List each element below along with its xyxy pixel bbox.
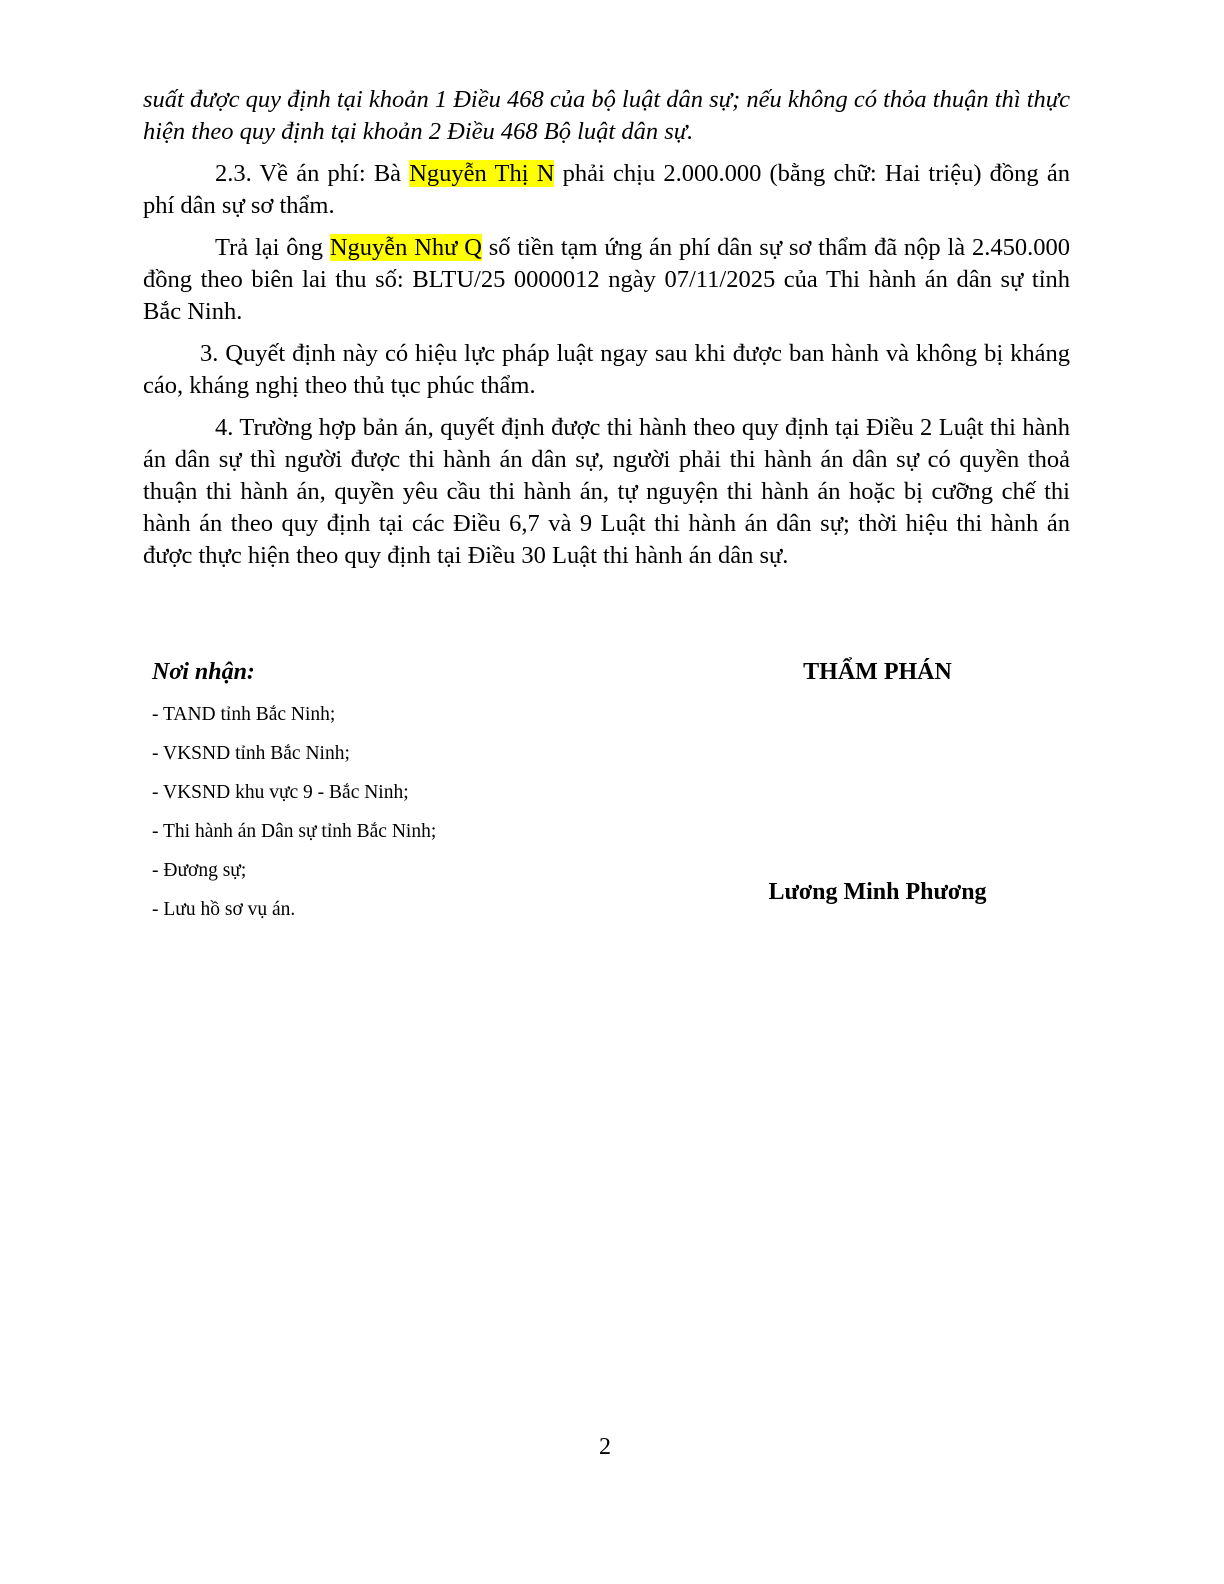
paragraph-refund (143, 232, 1070, 328)
paragraph-court-fee-prefix: 2.3. Về án phí: Bà (215, 160, 410, 187)
paragraph-enforcement: 4. Trường hợp bản án, quyết định được thi hành theo quy định tại Điều 2 Luật thi hành án dân sự thì người được thi hành án dân sự, người phải thi hành án dân sự có quyền thoả thuận thi hành án, quyền yêu cầu thi hành án, tự nguyện thi hành án hoặc bị cưỡng chế thi hành án theo quy định tại các Điều 6,7 và 9 Luật thi hành án dân sự; thời hiệu thi hành án được thực hiện theo quy định tại Điều 30 Luật thi hành án dân sự. (143, 414, 1070, 569)
signer-name: Lương Minh Phương (768, 879, 987, 905)
highlighted-name-defendant: Nguyễn Thị N (409, 160, 555, 187)
recipients-list (152, 695, 672, 929)
recipient-item: - VKSND tỉnh Bắc Ninh; (152, 743, 350, 764)
paragraph-refund-prefix: Trả lại ông (215, 234, 330, 261)
paragraph-refund-suffix: số tiền tạm ứng án phí dân sự sơ thẩm đã nộp là 2.450.000 đồng theo biên lai thu số: BLTU/25 0000012 ngày 07/11/2025 của Thi hành án dân sự tỉnh Bắc Ninh. (143, 234, 1070, 325)
recipient-item: - VKSND khu vực 9 - Bắc Ninh; (152, 782, 409, 803)
recipient-item: - Lưu hồ sơ vụ án. (152, 899, 296, 920)
signature-block (700, 655, 1055, 909)
paragraph-court-fee-suffix: phải chịu 2.000.000 (bằng chữ: Hai triệu) đồng án phí dân sự sơ thẩm. (143, 160, 1070, 219)
paragraph-interest-clause: suất được quy định tại khoản 1 Điều 468 của bộ luật dân sự; nếu không có thỏa thuận thì thực hiện theo quy định tại khoản 2 Điều 468 Bộ luật dân sự. (143, 86, 1070, 145)
recipient-item: - Thi hành án Dân sự tỉnh Bắc Ninh; (152, 821, 437, 842)
page-number: 2 (599, 1434, 611, 1460)
signature-title: THẨM PHÁN (803, 659, 952, 685)
recipients-block (152, 655, 672, 929)
paragraph-legal-effect: 3. Quyết định này có hiệu lực pháp luật ngay sau khi được ban hành và không bị kháng cáo, kháng nghị theo thủ tục phúc thẩm. (143, 340, 1070, 399)
recipient-item: - Đương sự; (152, 860, 247, 881)
paragraph-court-fee (143, 158, 1070, 222)
recipients-heading: Nơi nhận: (152, 659, 255, 685)
highlighted-name-plaintiff: Nguyễn Như Q (329, 234, 482, 261)
recipient-item: - TAND tỉnh Bắc Ninh; (152, 704, 336, 725)
document-body (143, 84, 1070, 582)
